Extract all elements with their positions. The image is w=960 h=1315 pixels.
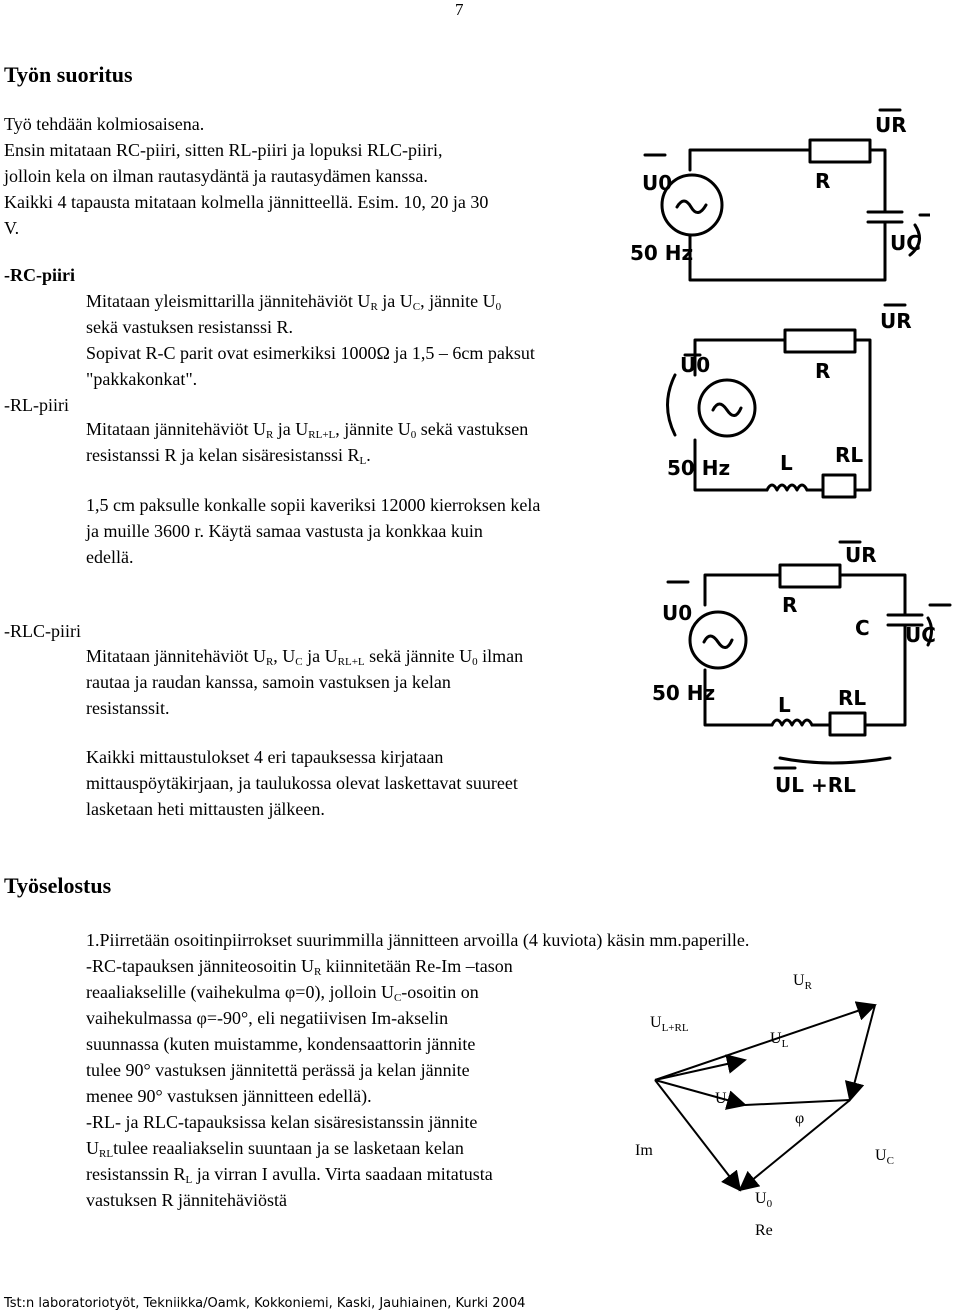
rc-paragraph [86, 288, 535, 392]
intro-line-4: Kaikki 4 tapausta mitataan kolmella jännitteellä. Esim. 10, 20 ja 30 [4, 192, 489, 212]
section-title-tyon-suoritus: Työn suoritus [4, 62, 133, 87]
intro-line-5: V. [4, 218, 20, 238]
tyoselostus-line-1: 1.Piirretään osoitinpiirrokset suurimmilla jännitteen arvoilla (4 kuviota) käsin mm.paperille. [86, 930, 750, 950]
intro-line-1: Työ tehdään kolmiosaisena. [4, 114, 205, 134]
phasor-ul-arrow [850, 1005, 875, 1100]
rlc-c-label: C [855, 616, 870, 640]
intro-line-3: jolloin kela on ilman rautasydäntä ja rautasydämen kanssa. [4, 166, 428, 186]
tyoselostus-line-2: -RC-tapauksen jänniteosoitin $U_R$ kiinnitetään Re-Im –tason [86, 956, 513, 978]
rl-line-2: resistanssi R ja kelan sisäresistanssi $R_L$. [86, 445, 371, 467]
rlc-line-3: resistanssit. [86, 698, 170, 718]
phasor-ulrl-arrow [655, 1060, 745, 1080]
rl-circuit-diagram [655, 300, 955, 520]
results-line-1: Kaikki mittaustulokset 4 eri tapauksessa kirjataan [86, 747, 444, 767]
tyoselostus-line-8: -RL- ja RLC-tapauksissa kelan sisäresistanssin jännite [86, 1112, 478, 1132]
phasor-im-label: Im [635, 1142, 653, 1159]
tyoselostus-line-4: vaihekulmassa φ=-90°, eli negatiivisen Im-akselin [86, 1008, 449, 1028]
rl-heading: -RL-piiri [4, 395, 69, 415]
tyoselostus-line-9: $U_{RL}tulee$ reaaliakselin suuntaan ja se lasketaan kelan [86, 1138, 464, 1160]
phasor-ulrl-label: $U_{L+RL}$ [650, 1014, 689, 1034]
rc-line-3: Sopivat R-C parit ovat esimerkiksi 1000Ω ja 1,5 – 6cm paksut [86, 343, 535, 363]
rl-u0-label: U0 [680, 353, 711, 377]
rl-ur-label: UR [880, 309, 912, 333]
rl-line-3: 1,5 cm paksulle konkalle sopii kaveriksi 12000 kierroksen kela [86, 495, 541, 515]
rlc-line-1: Mitataan jännitehäviöt $U_R$, $U_C$ ja $U_{RL+L}$ sekä jännite $U_0$ ilman [86, 646, 524, 668]
rlc-l-label: L [778, 693, 791, 717]
rlc-ur-label: UR [845, 543, 877, 567]
page-number: 7 [455, 0, 464, 19]
results-paragraph [86, 744, 518, 822]
phasor-rl-link [745, 1100, 850, 1105]
rc-r-label: R [815, 169, 831, 193]
rc-line-1: Mitataan yleismittarilla jännitehäviöt $U_R$ ja $U_C$, jännite $U_0$ [86, 291, 502, 313]
rl-paragraph [86, 416, 540, 570]
footer: Tst:n laboratoriotyöt, Tekniikka/Oamk, Kokkoniemi, Kaski, Jauhiainen, Kurki 2004 [4, 1296, 526, 1311]
rlc-hz-label: 50 Hz [652, 681, 716, 705]
intro-line-2: Ensin mitataan RC-piiri, sitten RL-piiri ja lopuksi RLC-piiri, [4, 140, 443, 160]
tyoselostus-line-6: tulee 90° vastuksen jännitettä perässä ja kelan jännite [86, 1060, 470, 1080]
section-title-tyoselostus: Työselostus [4, 873, 112, 898]
rl-rl-label: RL [835, 443, 864, 467]
rlc-u0-label: U0 [662, 601, 693, 625]
rlc-line-2: rautaa ja raudan kanssa, samoin vastuksen ja kelan [86, 672, 451, 692]
tyoselostus-paragraph [86, 953, 513, 1213]
rc-heading: -RC-piiri [4, 265, 75, 285]
rlc-heading: -RLC-piiri [4, 621, 81, 641]
rl-line-4: ja muille 3600 r. Käytä samaa vastusta ja konkkaa kuin [86, 521, 483, 541]
rc-ur-label: UR [875, 113, 907, 137]
rl-l-label: L [780, 451, 793, 475]
phasor-diagram [625, 965, 935, 1255]
phasor-u0-label: $U_0$ [755, 1190, 773, 1210]
rl-hz-label: 50 Hz [667, 456, 731, 480]
phasor-ur-arrow [655, 1005, 875, 1080]
results-line-3: lasketaan heti mittausten jälkeen. [86, 799, 325, 819]
rc-line-4: "pakkakonkat". [86, 369, 198, 389]
rlc-paragraph [86, 643, 523, 721]
tyoselostus-line-10: resistanssin $R_L$ ja virran I avulla. Virta saadaan mitatusta [86, 1164, 493, 1186]
tyoselostus-line-3: reaaliakselille (vaihekulma φ=0), jolloin $U_C$-osoitin on [86, 982, 479, 1004]
rc-circuit-diagram [630, 100, 930, 300]
rl-line-1: Mitataan jännitehäviöt $U_R$ ja $U_{RL+L}$, jännite $U_0$ sekä vastuksen [86, 419, 529, 441]
phasor-ul-label: $U_L$ [770, 1030, 789, 1050]
tyoselostus-line-5: suunnassa (kuten muistamme, kondensaattorin jännite [86, 1034, 476, 1054]
tyoselostus-line-7: menee 90° vastuksen jännitteen edellä). [86, 1086, 372, 1106]
tyoselostus-line-11: vastuksen R jännitehäviöstä [86, 1190, 287, 1210]
rlc-circuit-diagram [650, 530, 955, 800]
phasor-url-label: $U_{RL}$ [715, 1090, 741, 1110]
phasor-ur-label: $U_R$ [793, 972, 812, 992]
rc-uc-label: UC [890, 231, 921, 255]
rl-r-label: R [815, 359, 831, 383]
rl-line-5: edellä. [86, 547, 134, 567]
results-line-2: mittauspöytäkirjaan, ja taulukossa olevat laskettavat suureet [86, 773, 518, 793]
rc-u0-label: U0 [642, 171, 673, 195]
rlc-r-label: R [782, 593, 798, 617]
phasor-u0-arrow [655, 1080, 740, 1190]
intro-paragraph [4, 111, 488, 241]
rc-line-2: sekä vastuksen resistanssi R. [86, 317, 293, 337]
rlc-ul-rl-label: UL +RL [775, 773, 856, 797]
phasor-phi-label: φ [795, 1110, 805, 1127]
rlc-rl-label: RL [838, 686, 867, 710]
rlc-uc-label: UC [905, 623, 936, 647]
phasor-uc-label: $U_C$ [875, 1147, 894, 1167]
rc-hz-label: 50 Hz [630, 241, 694, 265]
phasor-re-label: Re [755, 1222, 773, 1239]
